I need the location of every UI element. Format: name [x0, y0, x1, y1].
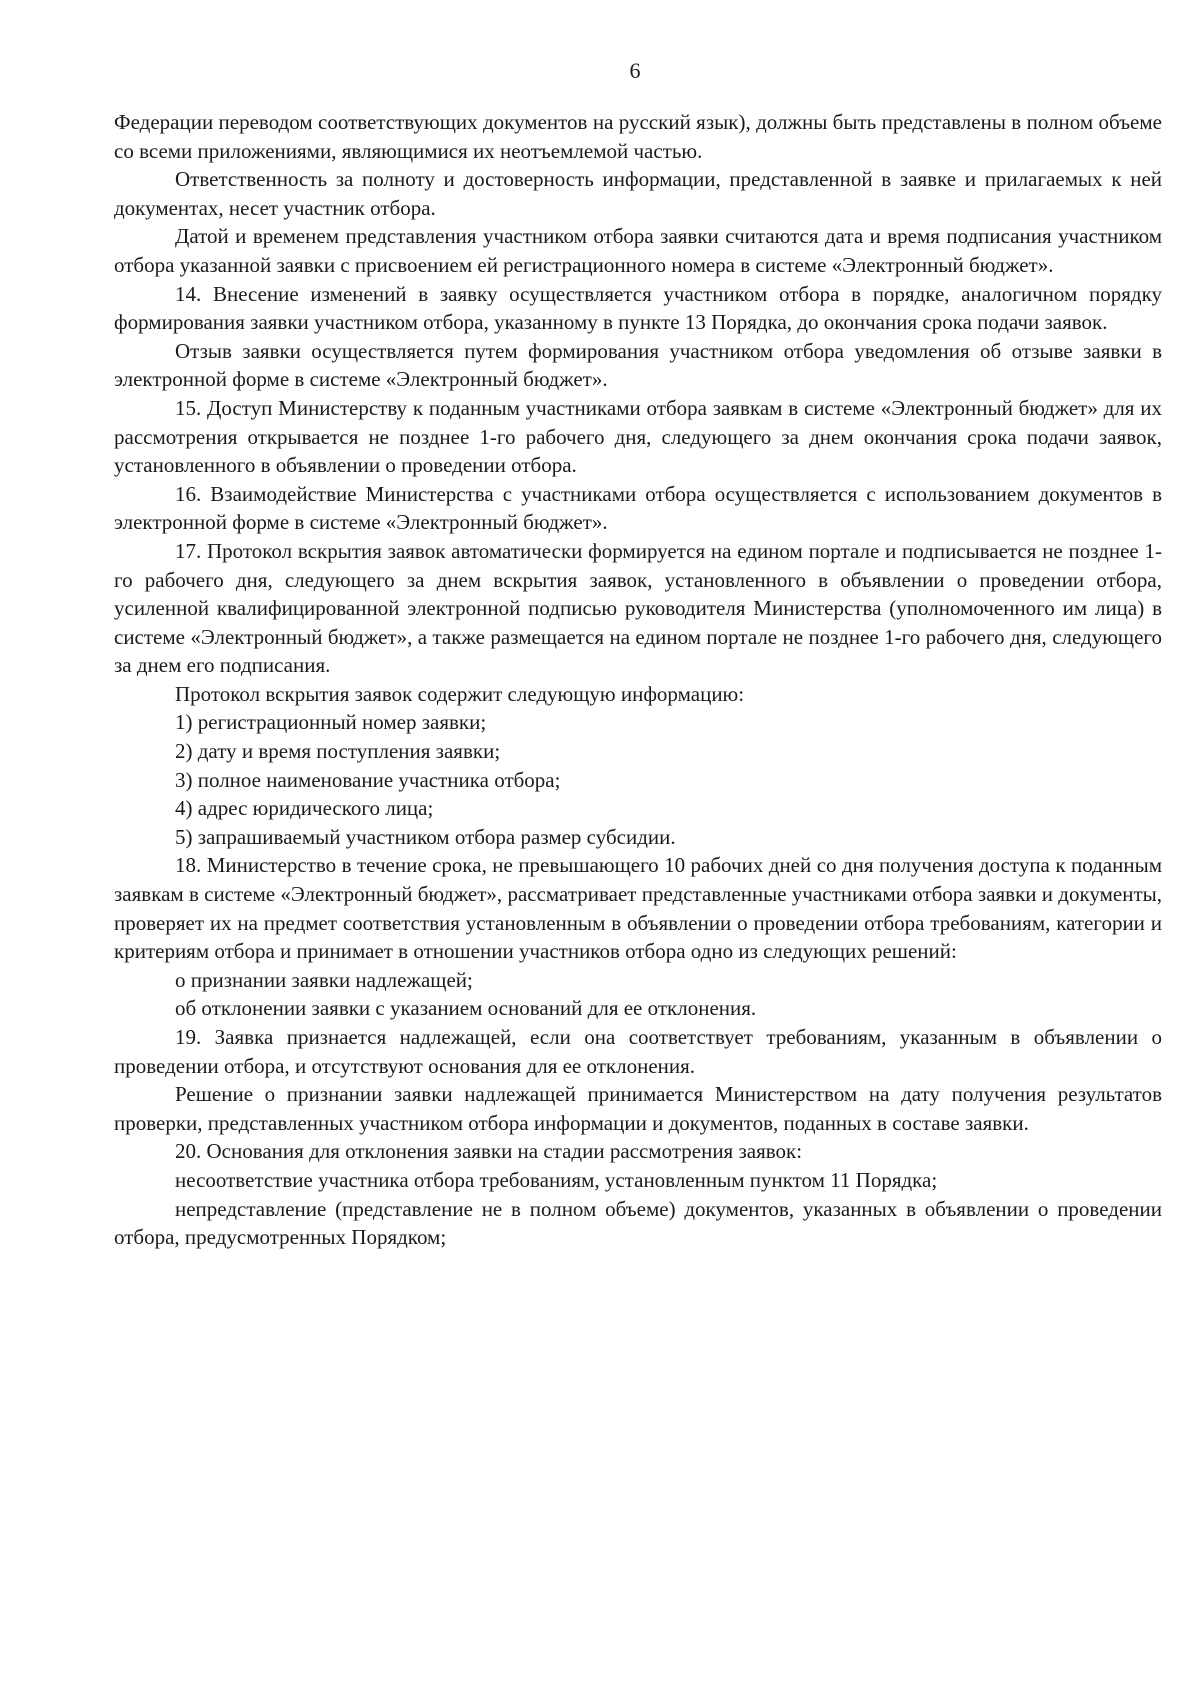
list-item-5: 5) запрашиваемый участником отбора размер субсидии. [175, 824, 676, 849]
paragraph-withdrawal: Отзыв заявки осуществляется путем формирования участником отбора уведомления об отзыве заявки в электронной форме в системе «Электронный бюджет». [114, 338, 1162, 392]
paragraph-item-19: 19. Заявка признается надлежащей, если она соответствует требованиям, указанным в объявлении о проведении отбора, и отсутствуют основания для ее отклонения. [114, 1025, 1162, 1078]
rejection-reason-1: несоответствие участника отбора требованиям, установленным пунктом 11 Порядка; [175, 1167, 938, 1192]
list-item-1: 1) регистрационный номер заявки; [175, 710, 487, 735]
paragraph-continuation: Федерации переводом соответствующих документов на русский язык), должны быть представлены в полном объеме со всеми приложениями, являющимися их неотъемлемой частью. [114, 110, 1162, 163]
paragraph-item-17: 17. Протокол вскрытия заявок автоматически формируется на едином портале и подписывается не позднее 1-го рабочего дня, следующего за днем вскрытия заявок, установленного в объявлении о проведении отбора, усиленной квалифицированной электронной подписью руководителя Министерства (уполномоченного им лица) в системе «Электронный бюджет», а также размещается на едином портале не позднее 1-го рабочего дня, следующего за днем его подписания. [114, 538, 1162, 678]
paragraph-item-15: 15. Доступ Министерству к поданным участниками отбора заявкам в системе «Электронный бюджет» для их рассмотрения открывается не позднее 1-го рабочего дня, следующего за днем окончания срока подачи заявок, установленного в объявлении о проведении отбора. [114, 395, 1162, 478]
decision-option-reject: об отклонении заявки с указанием оснований для ее отклонения. [175, 996, 757, 1021]
document-body [114, 108, 1162, 1252]
paragraph-protocol-contents: Протокол вскрытия заявок содержит следующую информацию: [175, 681, 745, 706]
paragraph-item-14: 14. Внесение изменений в заявку осуществляется участником отбора в порядке, аналогичном порядку формирования заявки участником отбора, указанному в пункте 13 Порядка, до окончания срока подачи заявок. [114, 281, 1162, 335]
list-item-2: 2) дату и время поступления заявки; [175, 739, 501, 764]
paragraph-item-16: 16. Взаимодействие Министерства с участниками отбора осуществляется с использованием документов в электронной форме в системе «Электронный бюджет». [114, 481, 1162, 535]
paragraph-submission-date: Датой и временем представления участником отбора заявки считаются дата и время подписания участником отбора указанной заявки с присвоением ей регистрационного номера в системе «Электронный бюджет». [114, 224, 1162, 277]
page-number: 6 [629, 58, 641, 83]
list-item-3: 3) полное наименование участника отбора; [175, 767, 561, 792]
paragraph-responsibility: Ответственность за полноту и достоверность информации, представленной в заявке и прилагаемых к ней документах, несет участник отбора. [114, 167, 1162, 220]
rejection-reason-2: непредставление (представление не в полном объеме) документов, указанных в объявлении о проведении отбора, предусмотренных Порядком; [114, 1196, 1162, 1250]
paragraph-item-18: 18. Министерство в течение срока, не превышающего 10 рабочих дней со дня получения доступа к поданным заявкам в системе «Электронный бюджет», рассматривает представленные участниками отбора заявки и документы, проверяет их на предмет соответствия установленным в объявлении о проведении отбора требованиям, категории и критериям отбора и принимает в отношении участников отбора одно из следующих решений: [114, 853, 1162, 964]
list-item-4: 4) адрес юридического лица; [175, 796, 434, 821]
paragraph-item-20: 20. Основания для отклонения заявки на стадии рассмотрения заявок: [175, 1139, 803, 1164]
decision-option-accept: о признании заявки надлежащей; [175, 967, 473, 992]
paragraph-decision: Решение о признании заявки надлежащей принимается Министерством на дату получения результатов проверки, представленных участником отбора информации и документов, поданных в составе заявки. [114, 1082, 1162, 1135]
